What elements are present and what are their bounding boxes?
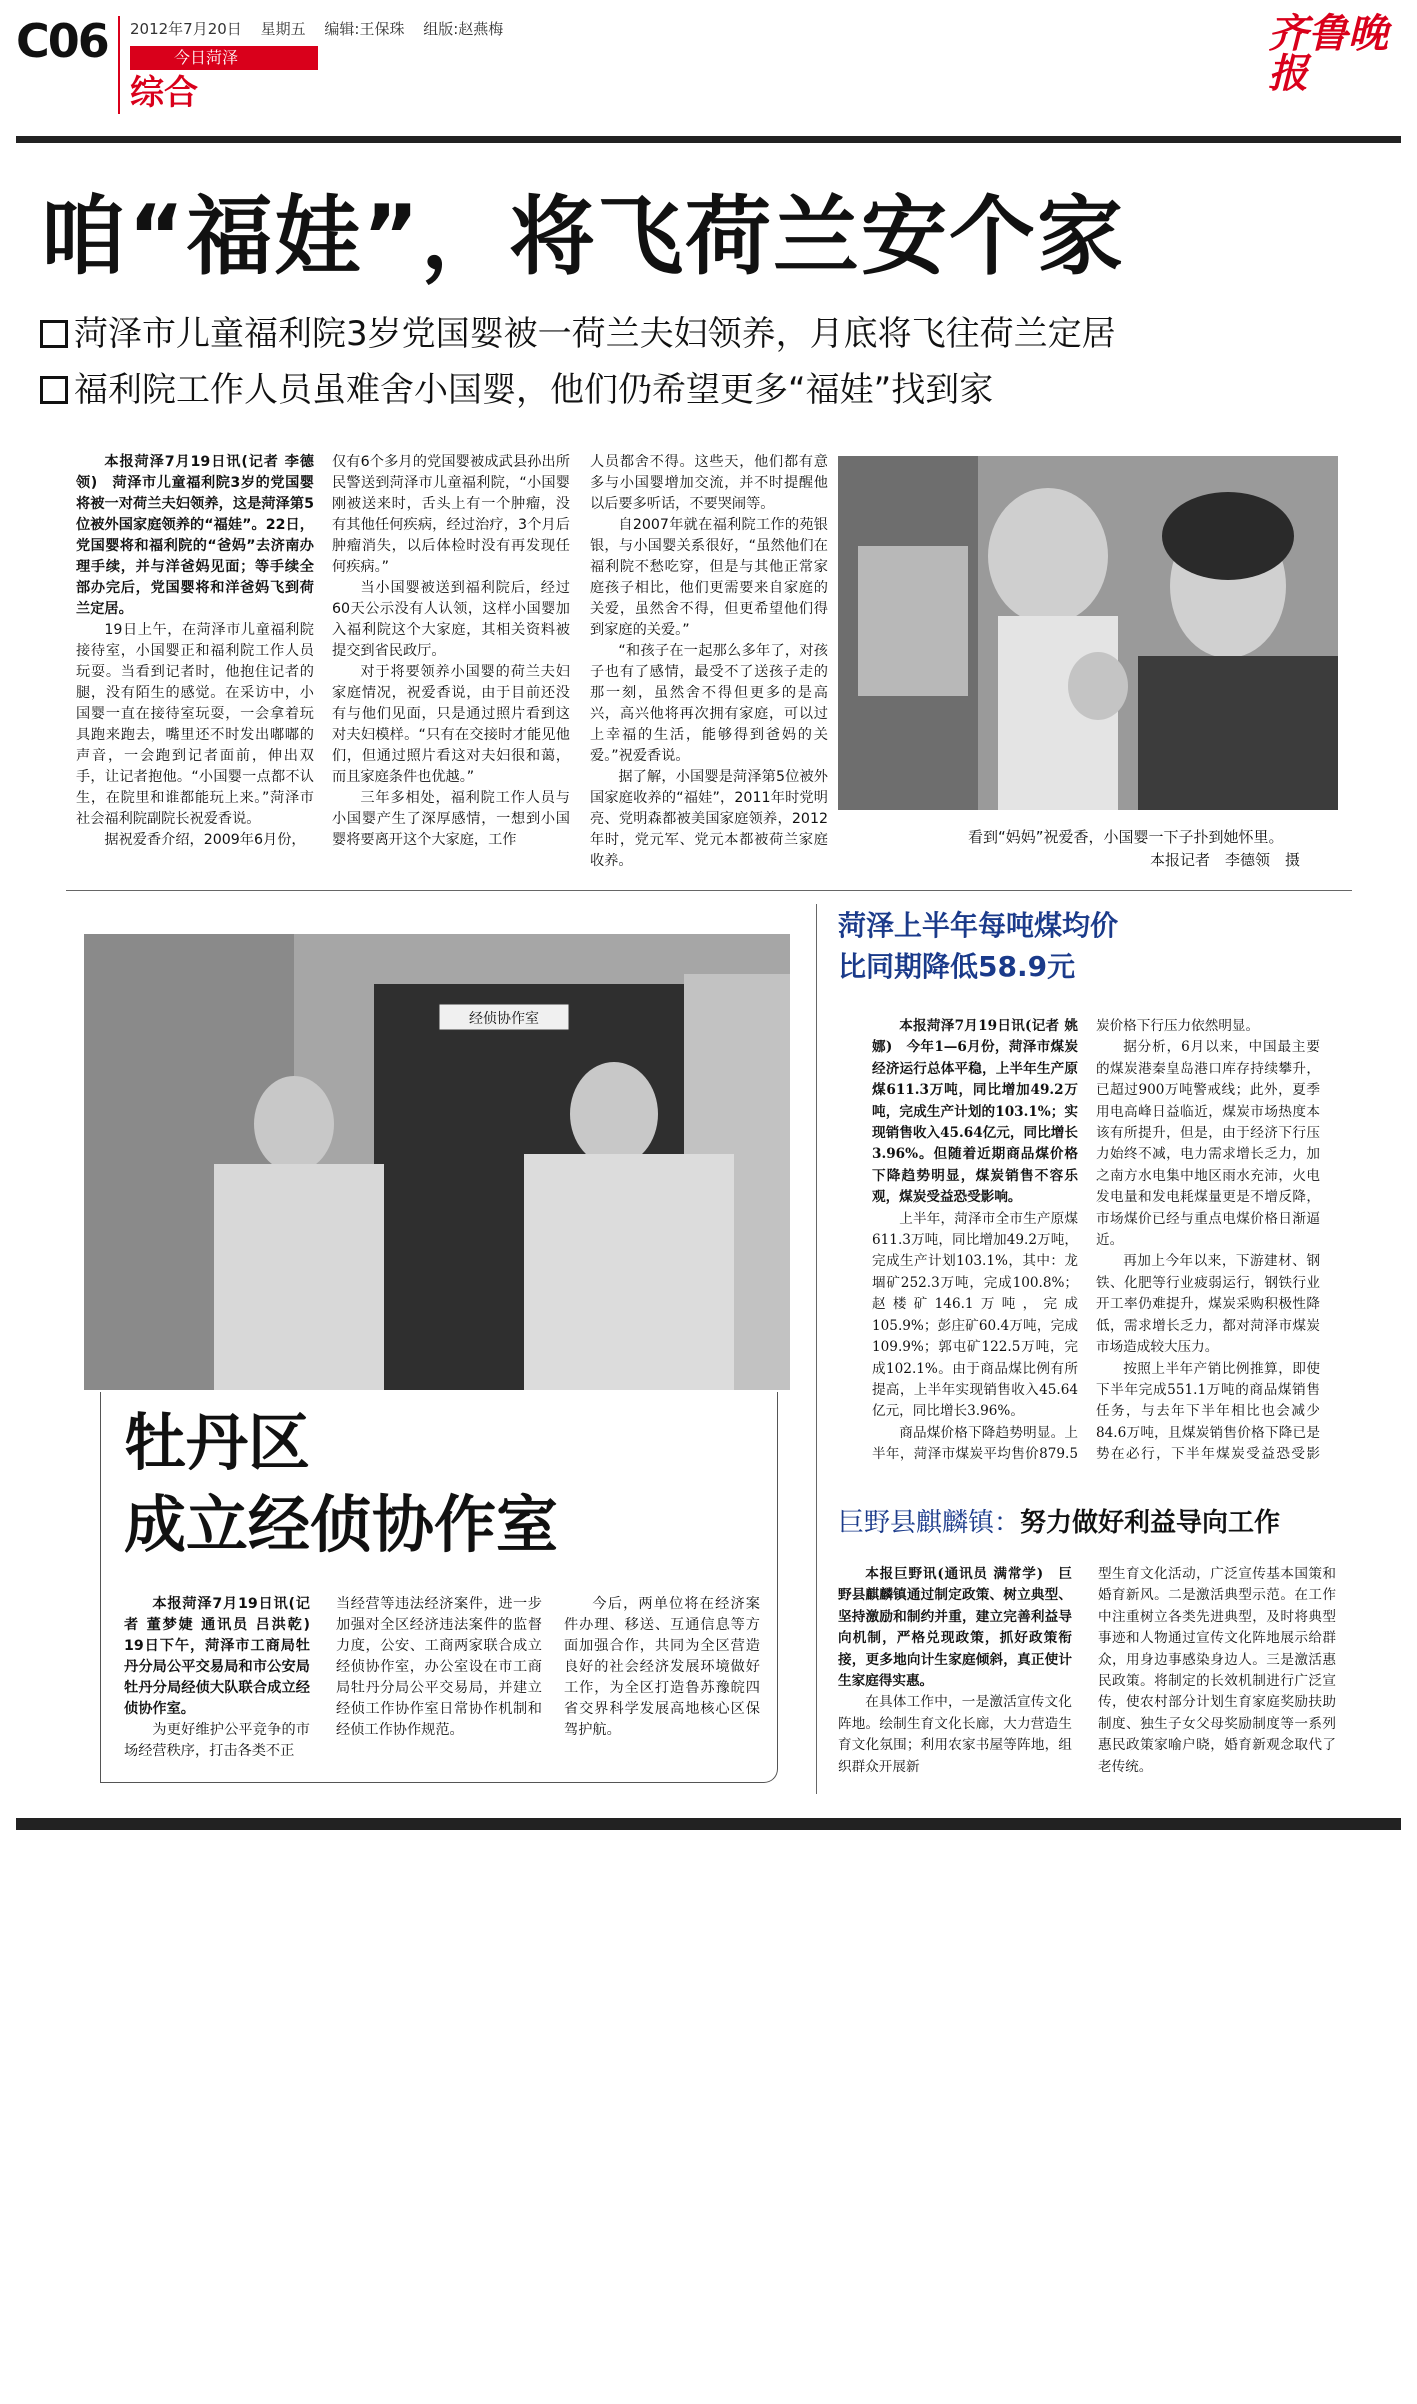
paragraph: 本报巨野讯(通讯员 满常学) 巨野县麒麟镇通过制定政策、树立典型、坚持激励和制约并重，建立完善利益导向机制，严格兑现政策，抓好政策衔接，更多地向计生家庭倾斜，真正使计生家庭得实惠。 (838, 1566, 1072, 1690)
section-name: 综合 (130, 73, 198, 113)
checkbox-bullet-icon (40, 376, 68, 404)
editor-credit: 编辑:王保珠 (324, 20, 405, 38)
paragraph: 仅有6个多月的党国婴被成武县孙出所民警送到菏泽市儿童福利院，“小国婴刚被送来时，舌头上有一个肿瘤，没有其他任何疾病，经过治疗，3个月后肿瘤消失，以后体检时没有再发现任何疾病。” (332, 454, 570, 575)
issue-weekday: 星期五 (260, 20, 306, 38)
paragraph: 在具体工作中，一是激活宣传文化阵地。绘制生育文化长廊，大力营造生育文化氛围；利用农家书屋等阵地，组织群众开展新 (838, 1694, 1072, 1775)
lead-photo (838, 456, 1338, 810)
juye-title-place: 巨野县麒麟镇： (838, 1508, 1021, 1538)
paragraph: 型生育文化活动，广泛宣传基本国策和婚育新风。二是激活典型示范。在工作中注重树立各类先进典型，及时将典型事迹和人物通过宣传文化阵地展示给群众，用身边事感染身边人。三是激活惠民政策。将制定的长效机制进行广泛宣传，使农村部分计划生育家庭奖励扶助制度、独生子女父母奖励制度等一系列惠民政策家喻户晓，婚育新观念取代了老传统。 (1098, 1566, 1336, 1775)
paragraph: 今后，两单位将在经济案件办理、移送、互通信息等方面加强合作，共同为全区营造良好的社会经济发展环境做好工作，为全区打造鲁苏豫皖四省交界科学发展高地核心区保驾护航。 (564, 1596, 760, 1738)
lead-subhead-1 (40, 314, 1116, 355)
coal-column-2 (1096, 1016, 1320, 1462)
police-title-line: 牡丹区 (124, 1406, 311, 1479)
coal-title-line: 菏泽上半年每吨煤均价 (838, 909, 1119, 942)
police-column-3 (564, 1594, 760, 1772)
masthead-logo: 齐鲁晚报 (1268, 10, 1388, 97)
police-column-1 (124, 1594, 310, 1772)
paragraph: 为更好维护公平竞争的市场经营秩序，打击各类不正 (124, 1722, 310, 1759)
section-divider (66, 890, 1352, 891)
lead-subhead-text: 菏泽市儿童福利院3岁党国婴被一荷兰夫妇领养，月底将飞往荷兰定居 (74, 314, 1116, 354)
paragraph: 据分析，6月以来，中国最主要的煤炭港秦皇岛港口库存持续攀升，已超过900万吨警戒线；此外，夏季用电高峰日益临近，煤炭市场热度本该有所提升，但是，由于经济下行压力始终不减，电力需求增长乏力，加之南方水电集中地区雨水充沛，火电发电量和发电耗煤量更是不增反降，市场煤价已经与重点电煤价格日渐逼近。 (1096, 1039, 1320, 1249)
header-divider (118, 16, 120, 114)
page-number: C06 (16, 14, 108, 68)
police-title-line: 成立经侦协作室 (124, 1487, 559, 1561)
juye-column-2 (1098, 1564, 1336, 1800)
paragraph: 当经营等违法经济案件，进一步加强对全区经济违法案件的监督力度，公安、工商两家联合成立经侦协作室，办公室设在市工商局牡丹分局公平交易局，并建立经侦工作协作室日常协作机制和经侦工作协作规范。 (336, 1596, 542, 1738)
checkbox-bullet-icon (40, 320, 68, 348)
paragraph: 再加上今年以来，下游建材、钢铁、化肥等行业疲弱运行，钢铁行业开工率仍难提升，煤炭采购积极性降低，需求增长乏力，都对菏泽市煤炭市场造成较大压力。 (1096, 1253, 1320, 1356)
paragraph: 据了解，小国婴是菏泽第5位被外国家庭收养的“福娃”，2011年时党明亮、党明森都被美国家庭领养，2012年时，党元军、党元本都被荷兰家庭收养。 (590, 769, 828, 869)
lead-photo-image (838, 456, 1338, 810)
juye-title (838, 1510, 1280, 1536)
sign-text: 经侦协作室 (469, 1011, 539, 1027)
paragraph: 本报菏泽7月19日讯(记者 姚娜) 今年1—6月份，菏泽市煤炭经济运行总体平稳，上半年生产原煤611.3万吨，同比增加49.2万吨，完成生产计划的103.1%；实现销售收入45.64亿元，同比增长3.96%。但随着近期商品煤价格下降趋势明显，煤炭销售不容乐观，煤炭受益恐受影响。 (872, 1018, 1078, 1206)
juye-title-main: 努力做好利益导向工作 (1020, 1508, 1281, 1538)
police-title (124, 1402, 558, 1566)
paragraph: 按照上半年产销比例推算，即使下半年完成551.1万吨的商品煤销售任务，与去年下半年相比也会减少84.6万吨，且煤炭销售价格下降已是势在必行，下半年煤炭受益恐受影 (1096, 1360, 1320, 1462)
paragraph: 炭价格下行压力依然明显。 (1096, 1018, 1260, 1034)
paragraph: 据祝爱香介绍，2009年6月份， (104, 832, 306, 848)
header-rule (16, 136, 1401, 143)
lead-column-1 (76, 452, 314, 872)
lead-photo-caption: 看到“妈妈”祝爱香，小国婴一下子扑到她怀里。 (968, 828, 1284, 846)
paragraph: 人员都舍不得。这些天，他们都有意多与小国婴增加交流，并不时提醒他以后要多听话，不要哭闹等。 (590, 454, 828, 512)
paragraph: 商品煤价格下降趋势明显。上半年，菏泽市煤炭平均售价879.5 (872, 1424, 1078, 1462)
juye-column-1 (838, 1564, 1072, 1800)
paragraph: 对于将要领养小国婴的荷兰夫妇家庭情况，祝爱香说，由于目前还没有与他们见面，只是通过照片看到这对夫妇模样。“只有在交接时才能见他们，但通过照片看这对夫妇很和蔼，而且家庭条件也优越。” (332, 664, 570, 785)
lead-column-3 (590, 452, 828, 872)
paragraph: 上半年，菏泽市全市生产原煤611.3万吨，同比增加49.2万吨，完成生产计划103.1%，其中：龙堌矿252.3万吨，完成100.8%；赵楼矿146.1万吨，完成105.9%；彭庄矿60.4万吨，完成109.9%；郭屯矿122.5万吨，完成102.1%。由于商品煤比例有所提高，上半年实现销售收入45.64亿元，同比增长3.96%。 (872, 1210, 1078, 1420)
paragraph: 当小国婴被送到福利院后，经过60天公示没有人认领，这样小国婴加入福利院这个大家庭，其相关资料被提交到省民政厅。 (332, 580, 570, 659)
paragraph: 本报菏泽7月19日讯(记者 李德领) 菏泽市儿童福利院3岁的党国婴将被一对荷兰夫妇领养，这是菏泽第5位被外国家庭领养的“福娃”。22日，党国婴将和福利院的“爸妈”去济南办理手续，并与洋爸妈见面；等手续全部办完后，党国婴将和洋爸妈飞到荷兰定居。 (76, 454, 314, 617)
lead-headline: 咱“福娃”，将飞荷兰安个家 (40, 187, 1126, 287)
column-divider (816, 904, 817, 1794)
lead-photo-credit: 本报记者 李德领 摄 (1150, 851, 1301, 869)
lead-subhead-2 (40, 370, 993, 411)
coal-title (838, 906, 1118, 987)
section-tab: 今日菏泽 (130, 46, 318, 70)
police-photo-image (84, 934, 790, 1390)
bottom-rule (16, 1818, 1401, 1830)
coal-title-line: 比同期降低58.9元 (838, 949, 1076, 983)
paragraph: 自2007年就在福利院工作的苑银银，与小国婴关系很好，“虽然他们在福利院不愁吃穿，但是与其他正常家庭孩子相比，他们更需要来自家庭的关爱，虽然舍不得，但更希望他们得到家庭的关爱。” (590, 517, 828, 638)
police-photo (84, 934, 790, 1390)
lead-column-2 (332, 452, 570, 872)
paragraph: 三年多相处，福利院工作人员与小国婴产生了深厚感情，一想到小国婴将要离开这个大家庭，工作 (332, 790, 570, 848)
issue-date: 2012年7月20日 (130, 20, 242, 38)
layout-credit: 组版:赵燕梅 (423, 20, 504, 38)
police-column-2 (336, 1594, 542, 1772)
paragraph: 19日上午，在菏泽市儿童福利院接待室，小国婴正和福利院工作人员玩耍。当看到记者时，他抱住记者的腿，没有陌生的感觉。在采访中，小国婴一直在接待室玩耍，一会拿着玩具跑来跑去，嘴里还不时发出嘟嘟的声音，一会跑到记者面前，伸出双手，让记者抱他。“小国婴一点都不认生，在院里和谁都能玩上来。”菏泽市社会福利院副院长祝爱香说。 (76, 622, 314, 827)
header-meta (130, 18, 517, 39)
coal-column-1 (872, 1016, 1078, 1462)
lead-subhead-text: 福利院工作人员虽难舍小国婴，他们仍希望更多“福娃”找到家 (74, 370, 994, 410)
paragraph: “和孩子在一起那么多年了，对孩子也有了感情，最受不了送孩子走的那一刻，虽然舍不得但更多的是高兴，高兴他将再次拥有家庭，可以过上幸福的生活，能够得到爸妈的关爱。”祝爱香说。 (590, 643, 828, 764)
paragraph: 本报菏泽7月19日讯(记者 董梦婕 通讯员 吕洪乾) 19日下午，菏泽市工商局牡丹分局公平交易局和市公安局牡丹分局经侦大队联合成立经侦协作室。 (124, 1596, 310, 1717)
